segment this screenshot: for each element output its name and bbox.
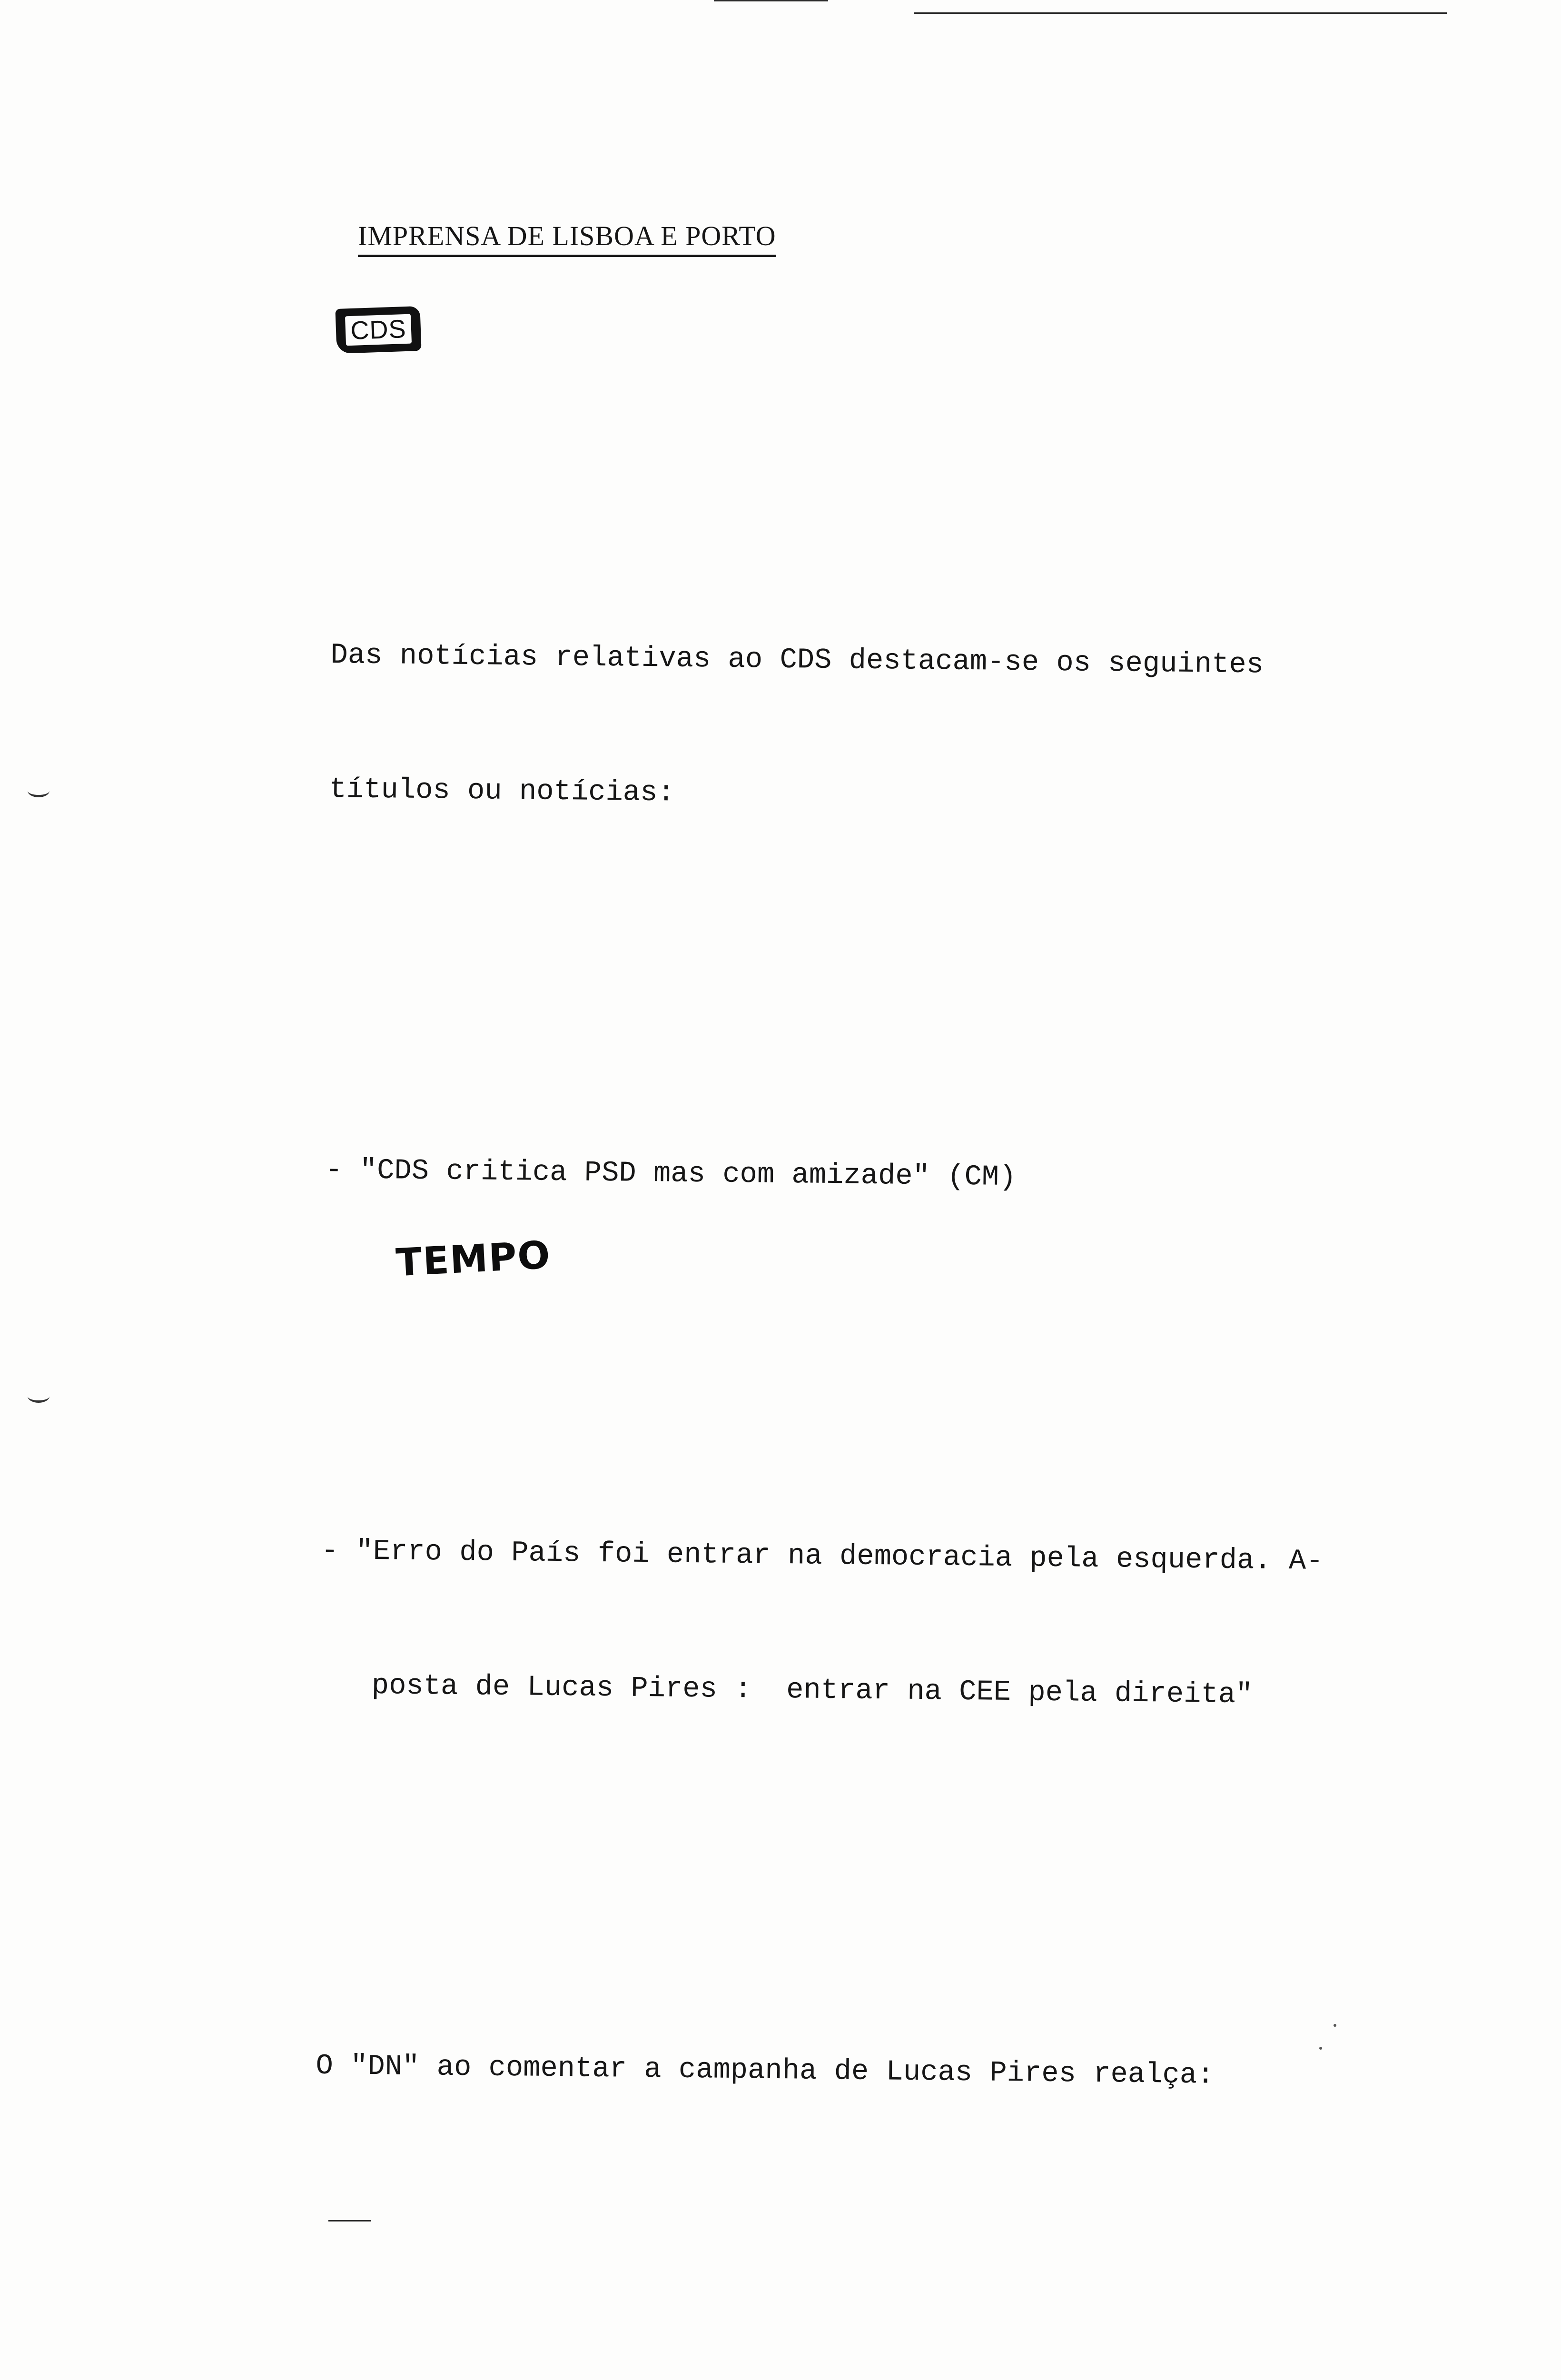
text-line: O "DN" ao comentar a campanha de Lucas Pires realça: (316, 2050, 1215, 2092)
paragraph-intro (328, 544, 1483, 913)
page-heading: IMPRENSA DE LISBOA E PORTO (358, 220, 776, 257)
hole-punch-mark-lower (28, 1390, 49, 1403)
scan-line-top-left (714, 0, 828, 1)
text-line: - "CDS critica PSD mas com amizade" (CM) (325, 1154, 1017, 1194)
paragraph-dn-intro (315, 1954, 1469, 2190)
handwritten-note: TEMPO (395, 1232, 552, 1285)
document-body (279, 409, 1485, 2380)
hole-punch-mark-upper (28, 784, 49, 797)
text-line: títulos ou notícias: (329, 773, 675, 810)
paragraph-bullet-cm (324, 1059, 1478, 1294)
scan-line-top-right (914, 12, 1447, 14)
text-line: - "Erro do País foi entrar na democracia pela esquerda. A- (321, 1535, 1324, 1578)
text-line: posta de Lucas Pires : entrar na CEE pela direita" (319, 1669, 1253, 1712)
cds-stamp (335, 306, 421, 354)
paragraph-dn-quote (304, 2335, 1465, 2380)
paragraph-bullet-erro (318, 1439, 1474, 1809)
text-line: Das notícias relativas ao CDS destacam-se os seguintes (330, 639, 1264, 682)
cds-stamp-label: CDS (345, 314, 411, 346)
